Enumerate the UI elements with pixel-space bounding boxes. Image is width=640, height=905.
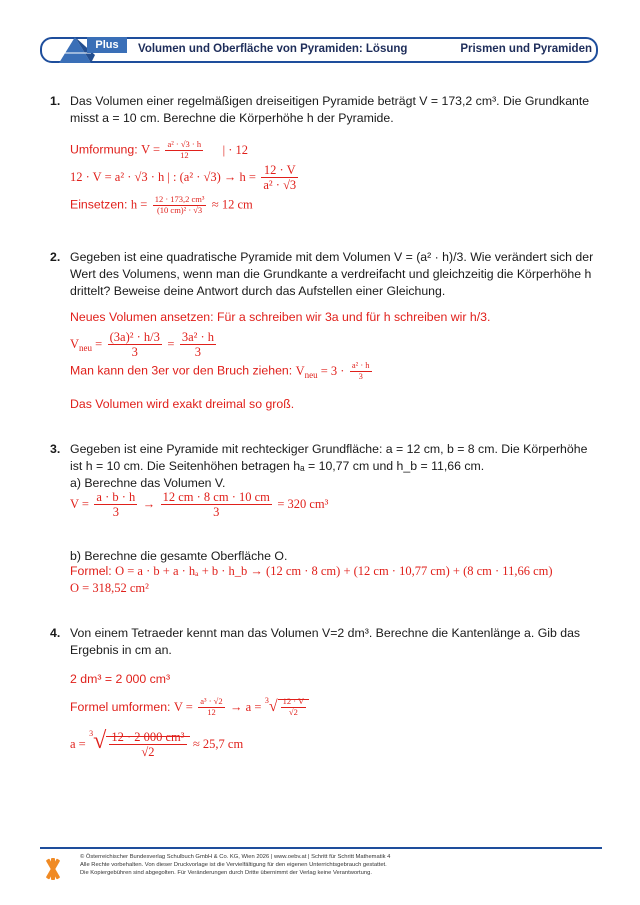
formula-part: V = bbox=[173, 700, 193, 714]
footer-line-2: Alle Rechte vorbehalten. Von dieser Druckvorlage ist die Vervielfältigung für den eigenen Unterrichtsgebrauch gestattet. bbox=[80, 862, 387, 869]
q2-line-2: $V_{neu}$ = $\frac{\text{(3a)² · h/3}}{3}$ = $\frac{\text{3a² · h}}{3}$ bbox=[70, 330, 215, 360]
fraction: $\frac{a \cdot b \cdot h}{3}$ bbox=[96, 490, 136, 520]
formula-part: $V_{neu} = 3$ · bbox=[295, 363, 345, 380]
result: ≈ 25,7 cm bbox=[192, 737, 244, 751]
formula-part: a = bbox=[70, 737, 86, 751]
q1-line-1 bbox=[70, 140, 248, 161]
fraction: $\frac{12 \cdot V}{√2}$ bbox=[282, 696, 305, 718]
category-label: Prismen und Pyramiden bbox=[460, 43, 592, 55]
q1-line-3 bbox=[70, 195, 253, 216]
footer-divider bbox=[40, 847, 602, 849]
fraction: $\frac{\text{12 · 173,2 cm³}}{\text{(10 cm)² · √3}}$ bbox=[154, 194, 205, 215]
footer-line-3: Die Kopiergebühren sind abgegolten. Für Veränderungen durch Dritte übernimmt der Verlag keine Verantwortung. bbox=[80, 870, 372, 877]
q2-conclusion: Das Volumen wird exakt dreimal so groß. bbox=[70, 397, 295, 411]
label: Umformung: bbox=[70, 142, 138, 157]
q3-b-result: O = 318,52 cm² bbox=[70, 581, 149, 595]
fraction: $\frac{12 \cdot V}{\text{a² · √3}}$ bbox=[263, 163, 297, 193]
result: = 320 cm³ bbox=[277, 497, 329, 512]
formula-part: → a = bbox=[230, 700, 262, 714]
formula-part: h = bbox=[130, 197, 148, 212]
q4-line-3: a = $^3$√ $\frac{\text{12 · 2 000 cm³}}{√2}$ ≈ 25,7 cm bbox=[70, 728, 244, 760]
question-text: Gegeben ist eine Pyramide mit rechteckiger Grundfläche: a = 12 cm, b = 8 cm. Die Körperhöhe ist h = 10 cm. Die Seitenhöhen betragen hₐ = 10,77 cm und h_b = 11,66 cm. bbox=[70, 442, 588, 473]
question-text: Gegeben ist eine quadratische Pyramide mit dem Volumen V = (a² · h)/3. Wie verändert sich der Wert des Volumens, wenn man die Grundkante a verdreifacht und gleichzeitig die Körperhöhe h drittelt? Beweise deine Antwort durch das Aufstellen einer Gleichung. bbox=[70, 250, 594, 298]
fraction: $\frac{\text{a² · √3 · h}}{12}$ bbox=[167, 139, 202, 160]
fraction: $\frac{12 cm \cdot 8 cm \cdot 10 cm}{3}$ bbox=[162, 490, 270, 520]
q4-line-2: Formel umformen: V = $\frac{\text{a³ · √2}}{12}$ → a = $^3$√ $\frac{12 \cdot V}{√2}$ bbox=[70, 692, 309, 718]
formula-part: V = bbox=[141, 142, 161, 157]
footer-line-1: © Österreichischer Bundesverlag Schulbuch GmbH & Co. KG, Wien 2026 | www.oebv.at | Schritt für Schritt Mathematik 4 bbox=[80, 854, 391, 860]
q3-a-formula: V = $\frac{a \cdot b \cdot h}{3}$ → $\frac{12 cm \cdot 8 cm \cdot 10 cm}{3}$ = 320 cm³ bbox=[70, 490, 329, 520]
q4-line-1: 2 dm³ = 2 000 cm³ bbox=[70, 672, 171, 686]
q3-b-formula bbox=[70, 563, 553, 580]
fraction: $\frac{\text{a³ · √2}}{12}$ bbox=[200, 696, 223, 718]
question-number: 4. bbox=[50, 626, 61, 640]
question-number: 1. bbox=[50, 94, 61, 108]
q1-line-2 bbox=[70, 163, 300, 193]
q2-line-1: Neues Volumen ansetzen: Für a schreiben wir 3a und für h schreiben wir h/3. bbox=[70, 310, 491, 324]
q3-b-label: b) Berechne die gesamte Oberfläche O. bbox=[70, 549, 288, 563]
formula-part: | · 12 bbox=[222, 142, 248, 157]
label: Formel: bbox=[70, 564, 112, 578]
q3-a-label: a) Berechne das Volumen V. bbox=[70, 476, 226, 490]
label: Formel umformen: bbox=[70, 700, 171, 714]
publisher-star-icon bbox=[40, 856, 66, 882]
fraction: $\frac{\text{a² · h}}{3}$ bbox=[351, 360, 370, 381]
footer-text bbox=[80, 853, 550, 878]
formula-part: 12 · V = a² · √3 · h | : (a² · √3) → h = bbox=[70, 170, 256, 185]
formula-part: O = a · b + a · hₐ + b · h_b → (12 cm · 8 cm) + (12 cm · 10,77 cm) + (8 cm · 11,66 cm) bbox=[115, 564, 553, 578]
formula-part: $V_{neu}$ = bbox=[70, 337, 103, 354]
fraction: $\frac{\text{(3a)² · h/3}}{3}$ bbox=[109, 330, 160, 360]
logo-plus-label: Plus bbox=[87, 37, 127, 53]
question-number: 2. bbox=[50, 250, 61, 264]
question-text: Das Volumen einer regelmäßigen dreiseitigen Pyramide beträgt V = 173,2 cm³. Die Grundkante misst a = 10 cm. Berechne die Körperhöhe h der Pyramide. bbox=[70, 94, 590, 125]
result: ≈ 12 cm bbox=[211, 197, 253, 212]
q2-line-3 bbox=[70, 361, 374, 384]
label: Einsetzen: bbox=[70, 197, 128, 212]
question-number: 3. bbox=[50, 442, 61, 456]
question-text: Von einem Tetraeder kennt man das Volumen V=2 dm³. Berechne die Kantenlänge a. Gib das Ergebnis in cm an. bbox=[70, 626, 581, 657]
fraction: $\frac{\text{3a² · h}}{3}$ bbox=[181, 330, 215, 360]
fraction: $\frac{\text{12 · 2 000 cm³}}{√2}$ bbox=[111, 729, 185, 760]
label: Man kann den 3er vor den Bruch ziehen: bbox=[70, 363, 293, 378]
page-title: Volumen und Oberfläche von Pyramiden: Lösung bbox=[138, 43, 408, 55]
